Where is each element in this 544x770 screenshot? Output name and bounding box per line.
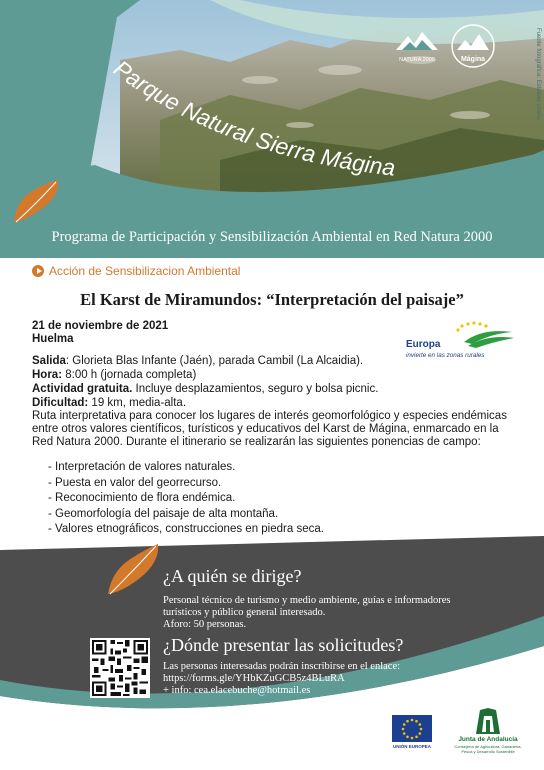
list-item: - Valores etnográficos, construcciones en piedra seca. — [48, 523, 324, 535]
detail-actividad: Actividad gratuita. Incluye desplazamientos, seguro y bolsa picnic. — [32, 383, 379, 395]
where-heading: ¿Dónde presentar las solicitudes? — [163, 635, 404, 655]
who-heading: ¿A quién se dirige? — [163, 566, 302, 586]
ponencias-list — [48, 461, 324, 539]
qr-code[interactable] — [90, 638, 150, 698]
junta-name: Junta de Andalucía — [458, 736, 518, 743]
europa-rural-logo — [402, 320, 516, 362]
where-text: Las personas interesadas podrán inscribirse en el enlace: https://forms.gle/YHbKZuGCB5z4BLuRA + info: cea.elacebuche@hotmail.es — [163, 661, 401, 696]
action-label — [32, 264, 240, 278]
event-details — [32, 354, 378, 410]
event-description: Ruta interpretativa para conocer los lugares de interés geomorfológico y especies endémicas entre otros valores científicos, turísticos y educativos del Karst de Mágina, enmarcado en la Red Natura 2000. Durante el itinerario se realizarán las siguientes ponencias de campo: — [32, 410, 507, 448]
detail-hora: Hora: 8:00 h (jornada completa) — [32, 369, 197, 381]
magina-label: Mágina — [460, 56, 486, 63]
event-place: Huelma — [32, 333, 74, 345]
eu-label: UNIÓN EUROPEA — [392, 744, 431, 749]
natura-2000-logo — [392, 28, 442, 64]
action-text: Acción de Sensibilizacion Ambiental — [49, 264, 241, 278]
star-icon — [456, 321, 487, 331]
europa-word: Europa — [406, 339, 441, 350]
svg-text:Parque Natural Sierra Mágina — [109, 55, 397, 181]
junta-subtitle: Consejería de Agricultura, Ganadería, Pesca y Desarrollo Sostenible — [454, 744, 522, 754]
europa-tagline: invierte en las zonas rurales — [406, 352, 485, 359]
header-banner — [0, 0, 544, 258]
natura-label: NATURA 2000 — [399, 57, 435, 63]
event-title: El Karst de Miramundos: “Interpretación del paisaje” — [80, 290, 464, 309]
list-item: - Interpretación de valores naturales. — [48, 461, 236, 473]
info-email[interactable]: + info: cea.elacebuche@hotmail.es — [163, 685, 311, 696]
event-date-block — [32, 320, 168, 346]
registration-link[interactable]: https://forms.gle/YHbKZuGCB5z4BLuRA — [163, 673, 345, 684]
photo-credit: Fuente fotográfica: Esteban Ureña — [535, 28, 541, 120]
program-subtitle: Programa de Participación y Sensibilización Ambiental en Red Natura 2000 — [51, 229, 493, 245]
park-title: Parque Natural Sierra Mágina — [109, 55, 397, 181]
sierra-magina-logo — [447, 22, 499, 70]
list-item: - Reconocimiento de flora endémica. — [48, 492, 236, 504]
play-icon — [32, 265, 44, 277]
detail-dificultad: Dificultad: 19 km, media-alta. — [32, 397, 187, 409]
list-item: - Geomorfología del paisaje de alta montaña. — [48, 507, 279, 520]
list-item: - Puesta en valor del georrecurso. — [48, 476, 222, 489]
who-text: Personal técnico de turismo y medio ambiente, guías e informadores turísticos y público general interesado. Aforo: 50 personas. — [163, 595, 451, 630]
detail-salida: Salida: Glorieta Blas Infante (Jaén), parada Cambil (La Alcaidia). — [32, 355, 364, 367]
eu-flag-logo — [390, 715, 434, 757]
event-date: 21 de noviembre de 2021 — [32, 320, 169, 332]
